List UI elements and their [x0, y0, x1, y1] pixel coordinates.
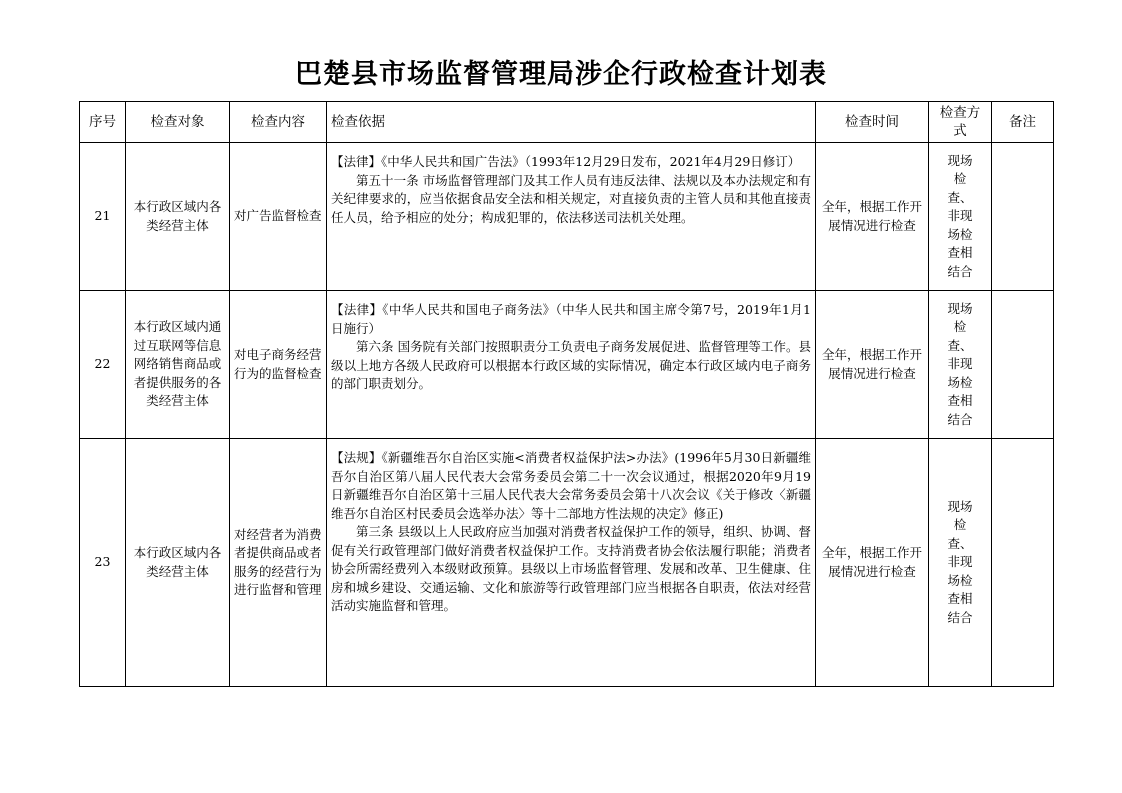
- row-no: 23: [80, 439, 126, 687]
- row-time: 全年，根据工作开展情况进行检查: [816, 291, 929, 439]
- header-method: 检查方式: [929, 102, 992, 143]
- header-no: 序号: [80, 102, 126, 143]
- row-content: 对电子商务经营行为的监督检查: [230, 291, 327, 439]
- basis-law-title: 【法规】《新疆维吾尔自治区实施<消费者权益保护法>办法》(1996年5月30日新疆维吾尔自治区第八届人民代表大会常务委员会第二十一次会议通过，根据2020年9月19日新疆维吾尔自治区第十三届人民代表大会常务委员会第十八次会议《关于修改〈新疆维吾尔自治区村民委员会选举办法〉等十二部地方性法规的决定》修正): [331, 450, 811, 521]
- row-basis: [327, 291, 816, 439]
- row-method: 现场检查、非现场检查相结合: [929, 291, 992, 439]
- row-time: 全年，根据工作开展情况进行检查: [816, 143, 929, 291]
- row-object: 本行政区域内通过互联网等信息网络销售商品或者提供服务的各类经营主体: [126, 291, 230, 439]
- row-basis: [327, 439, 816, 687]
- row-note: [992, 143, 1054, 291]
- basis-law-article: 第六条 国务院有关部门按照职责分工负责电子商务发展促进、监督管理等工作。县级以上地方各级人民政府可以根据本行政区域的实际情况，确定本行政区域内电子商务的部门职责划分。: [331, 339, 811, 391]
- row-no: 22: [80, 291, 126, 439]
- basis-law-title: 【法律】《中华人民共和国电子商务法》（中华人民共和国主席令第7号，2019年1月1日施行）: [331, 302, 811, 336]
- row-content: 对广告监督检查: [230, 143, 327, 291]
- row-no: 21: [80, 143, 126, 291]
- header-note: 备注: [992, 102, 1054, 143]
- row-method: 现场检查、非现场检查相结合: [929, 439, 992, 687]
- row-object: 本行政区域内各类经营主体: [126, 143, 230, 291]
- row-note: [992, 291, 1054, 439]
- header-object: 检查对象: [126, 102, 230, 143]
- row-content: 对经营者为消费者提供商品或者服务的经营行为进行监督和管理: [230, 439, 327, 687]
- row-time: 全年，根据工作开展情况进行检查: [816, 439, 929, 687]
- table-row: [80, 291, 1054, 439]
- document-title: 巴楚县市场监督管理局涉企行政检查计划表: [295, 59, 827, 90]
- table-header-row: [80, 102, 1054, 143]
- basis-law-article: 第三条 县级以上人民政府应当加强对消费者权益保护工作的领导，组织、协调、督促有关行政管理部门做好消费者权益保护工作。支持消费者协会依法履行职能；消费者协会所需经费列入本级财政预算。县级以上市场监督管理、发展和改革、卫生健康、住房和城乡建设、交通运输、文化和旅游等行政管理部门应当根据各自职责，依法对经营活动实施监督和管理。: [331, 524, 811, 613]
- header-time: 检查时间: [816, 102, 929, 143]
- row-method: 现场检查、非现场检查相结合: [929, 143, 992, 291]
- row-object: 本行政区域内各类经营主体: [126, 439, 230, 687]
- header-content: 检查内容: [230, 102, 327, 143]
- row-basis: [327, 143, 816, 291]
- basis-law-article: 第五十一条 市场监督管理部门及其工作人员有违反法律、法规以及本办法规定和有关纪律要求的，应当依据食品安全法和相关规定，对直接负责的主管人员和其他直接责任人员，给予相应的处分；构成犯罪的，依法移送司法机关处理。: [331, 172, 811, 225]
- header-basis: 检查依据: [327, 102, 816, 143]
- row-note: [992, 439, 1054, 687]
- basis-law-title: 【法律】《中华人民共和国广告法》（1993年12月29日发布，2021年4月29日修订）: [331, 154, 801, 169]
- inspection-plan-table: [79, 101, 1054, 687]
- table-row: [80, 439, 1054, 687]
- table-row: [80, 143, 1054, 291]
